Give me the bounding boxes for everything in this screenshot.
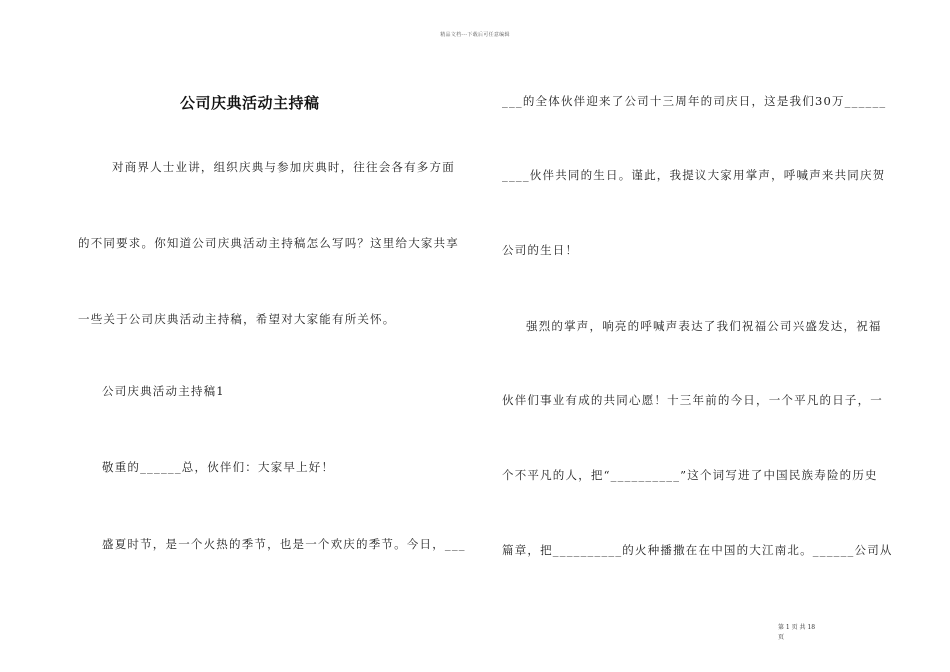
page-number-suffix: 页	[778, 634, 785, 641]
right-paragraph-line: 篇章，把__________的火种播撒在在中国的大江南北。______公司从	[502, 543, 893, 557]
left-paragraph-line: 盛夏时节，是一个火热的季节，也是一个欢庆的季节。今日，___	[102, 537, 466, 551]
left-paragraph-line: 一些关于公司庆典活动主持稿，希望对大家能有所关怀。	[78, 312, 396, 326]
page-title: 公司庆典活动主持稿	[180, 94, 320, 112]
section-heading: 公司庆典活动主持稿1	[102, 384, 225, 398]
left-paragraph-line: 敬重的______总，伙伴们：大家早上好！	[102, 460, 335, 474]
page-number-text: 第 1 页 共 18	[778, 624, 816, 631]
right-paragraph-line: 伙伴们事业有成的共同心愿！十三年前的今日，一个平凡的日子，一	[502, 393, 883, 407]
left-paragraph-line: 的不同要求。你知道公司庆典活动主持稿怎么写吗？这里给大家共享	[78, 236, 459, 250]
right-paragraph-line: 个不平凡的人，把“__________”这个词写进了中国民族寿险的历史	[502, 468, 878, 482]
left-paragraph-line: 对商界人士业讲，组织庆典与参加庆典时，往往会各有多方面	[112, 160, 455, 174]
right-paragraph-line: 公司的生日！	[502, 243, 579, 257]
right-paragraph-line: 强烈的掌声，响亮的呼喊声表达了我们祝福公司兴盛发达，祝福	[526, 319, 882, 333]
right-paragraph-line: ___的全体伙伴迎来了公司十三周年的司庆日，这是我们30万______	[502, 94, 887, 108]
header-note: 精品文档---下载后可任意编辑	[440, 32, 510, 38]
page-number	[778, 623, 838, 643]
right-paragraph-line: ____伙伴共同的生日。谨此，我提议大家用掌声，呼喊声来共同庆贺	[502, 168, 886, 182]
